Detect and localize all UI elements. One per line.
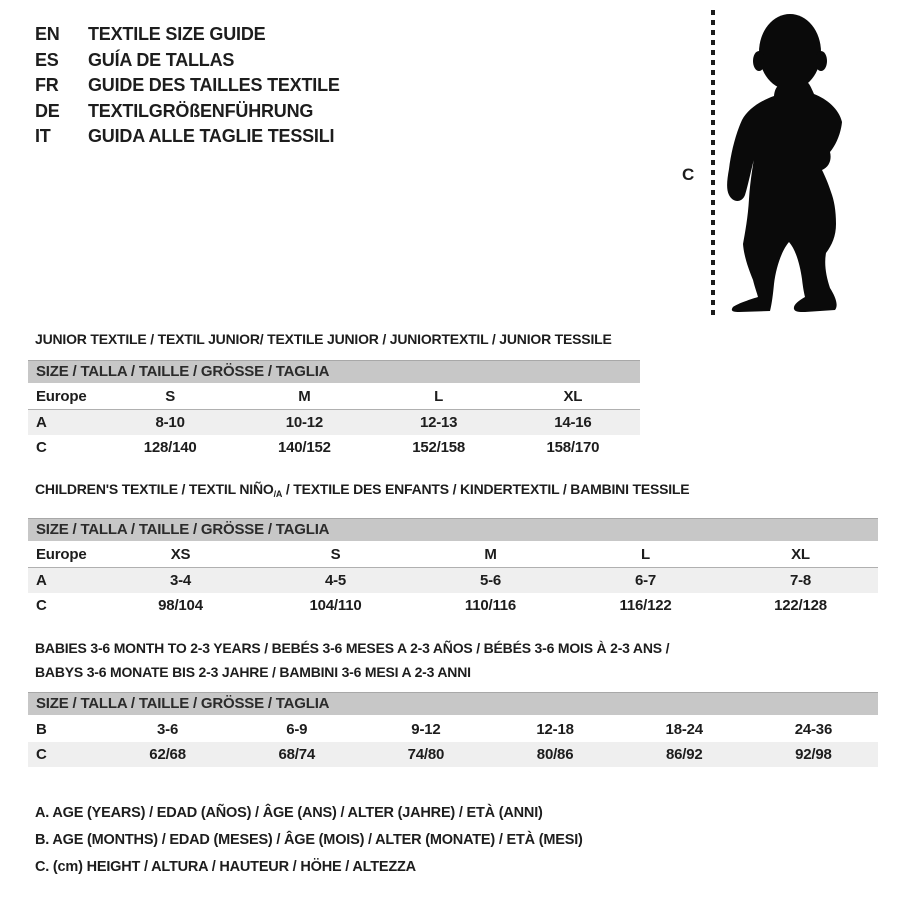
legend [35,800,583,881]
row-label: A [36,572,47,589]
size-cell: 6-7 [634,572,657,589]
size-cell: 7-8 [789,572,812,589]
section-title-text: CHILDREN'S TEXTILE / TEXTIL NIÑO [35,481,274,497]
table-row [28,435,640,460]
size-cell: 158/170 [546,439,600,456]
row-label: C [36,439,47,456]
lang-label: GUIDE DES TAILLES TEXTILE [88,75,340,95]
row-label: C [36,746,47,763]
size-cell: 6-9 [286,721,308,738]
lang-code: EN [35,24,60,44]
table-row [28,742,878,767]
size-bar-label: SIZE / TALLA / TAILLE / GRÖSSE / TAGLIA [36,521,330,538]
lang-label: GUÍA DE TALLAS [88,49,235,70]
size-cell: 4-5 [324,572,347,589]
section-title [35,477,689,506]
row-label: Europe [36,546,87,563]
legend-line: B. AGE (MONTHS) / EDAD (MESES) / ÂGE (MOIS) / ALTER (MONATE) / ETÀ (MESI) [35,832,583,848]
size-bar [28,692,878,715]
size-cell: 86/92 [665,746,703,763]
size-cell: 9-12 [411,721,441,738]
legend-line: A. AGE (YEARS) / EDAD (AÑOS) / ÂGE (ANS) / ALTER (JAHRE) / ETÀ (ANNI) [35,805,543,821]
lang-label: TEXTILGRÖßENFÜHRUNG [88,100,314,121]
size-cell: 62/68 [149,746,186,763]
lang-row [35,22,340,48]
size-cell: 12-13 [419,414,458,431]
table-row [28,593,878,618]
lang-label: GUIDA ALLE TAGLIE TESSILI [88,126,335,146]
section-title-line [35,327,612,351]
size-cell: 104/110 [309,597,362,614]
size-cell: 122/128 [774,597,827,614]
size-cell: 74/80 [407,746,445,763]
size-bar [28,360,640,383]
section-title-text: /A [273,489,283,499]
size-cell: XL [791,546,810,563]
size-cell: 80/86 [536,746,574,763]
size-table [28,692,878,767]
size-cell: M [484,546,497,563]
size-cell: 12-18 [536,721,574,738]
size-table [28,518,878,618]
size-cell: 68/74 [278,746,316,763]
size-cell: XL [563,388,583,405]
lang-row [35,48,340,74]
size-cell: 5-6 [479,572,502,589]
size-cell: 10-12 [285,414,324,431]
section-title-text: JUNIOR TEXTILE / TEXTIL JUNIOR/ TEXTILE JUNIOR / JUNIORTEXTIL / JUNIOR TESSILE [35,331,612,347]
height-dotted-line [711,10,715,320]
size-cell: 152/158 [412,439,466,456]
size-cell: L [434,388,444,405]
size-cell: L [641,546,650,563]
section-title-text: BABYS 3-6 MONATE BIS 2-3 JAHRE / BAMBINI 3-6 MESI A 2-3 ANNI [35,664,471,680]
table-row [28,410,640,435]
size-bar [28,518,878,541]
lang-row [35,73,340,99]
size-cell: 128/140 [143,439,197,456]
size-cell: 18-24 [665,721,703,738]
size-cell: XS [170,546,191,563]
language-title-list [35,22,340,150]
section-title [35,636,669,684]
section-title-text: / TEXTILE DES ENFANTS / KINDERTEXTIL / BAMBINI TESSILE [282,481,690,497]
height-measure-label: C [682,165,695,184]
row-label: Europe [36,388,87,405]
row-label: C [36,597,47,614]
lang-code: FR [35,75,59,95]
size-cell: 98/104 [158,597,203,614]
size-cell: 8-10 [155,414,185,431]
size-cell: 3-6 [157,721,179,738]
size-cell: 24-36 [794,721,833,738]
table-rows [28,543,878,618]
table-row [28,385,640,410]
table-row [28,543,878,568]
section-title-line [35,477,689,506]
row-label: A [36,414,47,431]
lang-code: IT [35,126,51,146]
size-cell: 116/122 [619,597,672,614]
table-row [28,717,878,742]
size-bar-label: SIZE / TALLA / TAILLE / GRÖSSE / TAGLIA [36,695,330,712]
size-cell: M [298,388,311,405]
table-rows [28,385,640,460]
section-title-line [35,660,669,684]
section-title-text: BABIES 3-6 MONTH TO 2-3 YEARS / BEBÉS 3-6 MESES A 2-3 AÑOS / BÉBÉS 3-6 MOIS À 2-3 ANS / [35,640,670,656]
lang-row [35,124,340,150]
table-row [28,568,878,593]
legend-line: C. (cm) HEIGHT / ALTURA / HAUTEUR / HÖHE / ALTEZZA [35,859,416,875]
table-rows [28,717,878,767]
lang-row [35,99,340,125]
lang-code: DE [35,100,60,121]
size-bar-label: SIZE / TALLA / TAILLE / GRÖSSE / TAGLIA [36,363,330,380]
size-cell: 14-16 [554,414,592,431]
section-title-line [35,636,669,660]
size-cell: S [330,546,341,563]
size-cell: 3-4 [169,572,192,589]
size-cell: 140/152 [277,439,331,456]
size-cell: S [165,388,176,405]
size-table [28,360,640,460]
toddler-silhouette-icon [726,12,858,312]
lang-label: TEXTILE SIZE GUIDE [88,24,266,44]
lang-code: ES [35,49,59,70]
row-label: B [36,721,47,738]
size-cell: 110/116 [464,597,517,614]
section-title [35,327,612,351]
size-cell: 92/98 [795,746,832,763]
